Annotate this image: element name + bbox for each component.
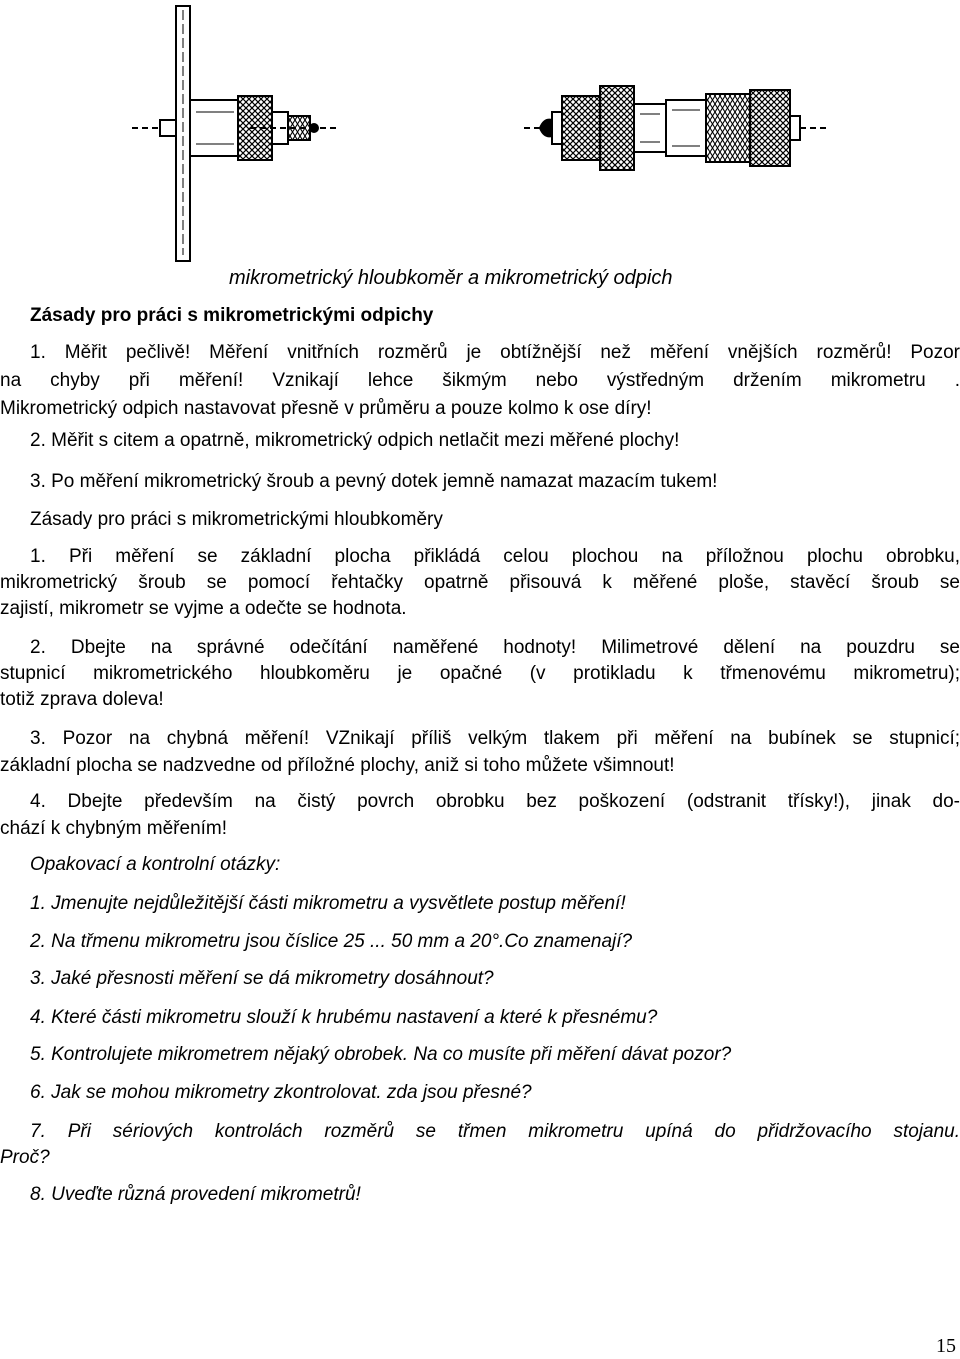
question-7-line2: Proč?: [0, 1147, 50, 1168]
micrometer-figure: [0, 0, 960, 265]
heading-hloubkomery: Zásady pro práci s mikrometrickými hloubkoměry: [30, 509, 443, 530]
question-8: 8. Uveďte různá provedení mikrometrů!: [30, 1184, 361, 1205]
question-5: 5. Kontrolujete mikrometrem nějaký obrobek. Na co musíte při měření dávat pozor?: [30, 1044, 732, 1065]
paragraph-hloub-1-line2: mikrometrický šroub se pomocí řehtačky opatrně přisouvá k měřené ploše, stavěcí šroub se: [0, 572, 960, 593]
paragraph-hloub-4-line1: 4. Dbejte především na čistý povrch obrobku bez poškození (odstranit třísky!), jinak do-: [30, 791, 960, 812]
paragraph-hloub-1-line1: 1. Při měření se základní plocha přikládá celou plochou na příložnou plochu obrobku,: [30, 546, 960, 567]
paragraph-odpich-1-line1: 1. Měřit pečlivě! Měření vnitřních rozměrů je obtížnější než měření vnějších rozměrů! Pozor: [30, 342, 960, 363]
depth-micrometer-drawing: [132, 6, 340, 261]
paragraph-hloub-2-line2: stupnicí mikrometrického hloubkoměru je opačné (v protikladu k třmenovému mikrometru);: [0, 663, 960, 684]
paragraph-hloub-3-line1: 3. Pozor na chybná měření! VZnikají příliš velkým tlakem při měření na bubínek se stupnicí;: [30, 728, 960, 749]
paragraph-odpich-3: 3. Po měření mikrometrický šroub a pevný dotek jemně namazat mazacím tukem!: [30, 471, 718, 492]
question-1: 1. Jmenujte nejdůležitější části mikrometru a vysvětlete postup měření!: [30, 893, 626, 914]
paragraph-odpich-1-line2: na chyby při měření! Vznikají lehce šikmým nebo výstředným držením mikrometru .: [0, 370, 960, 391]
question-3: 3. Jaké přesnosti měření se dá mikrometry dosáhnout?: [30, 968, 494, 989]
paragraph-hloub-1-line3: zajistí, mikrometr se vyjme a odečte se hodnota.: [0, 598, 407, 619]
page-number: 15: [936, 1335, 956, 1357]
question-4: 4. Které části mikrometru slouží k hrubému nastavení a které k přesnému?: [30, 1007, 658, 1028]
question-2: 2. Na třmenu mikrometru jsou číslice 25 ... 50 mm a 20°.Co znamenají?: [30, 931, 633, 952]
heading-odpichy: Zásady pro práci s mikrometrickými odpichy: [30, 305, 434, 326]
question-6: 6. Jak se mohou mikrometry zkontrolovat. zda jsou přesné?: [30, 1082, 532, 1103]
paragraph-hloub-2-line1: 2. Dbejte na správné odečítání naměřené hodnoty! Milimetrové dělení na pouzdru se: [30, 637, 960, 658]
paragraph-hloub-2-line3: totiž zprava doleva!: [0, 689, 164, 710]
questions-heading: Opakovací a kontrolní otázky:: [30, 854, 281, 875]
inside-micrometer-drawing: [524, 86, 830, 170]
paragraph-hloub-4-line2: chází k chybným měřením!: [0, 818, 228, 839]
paragraph-odpich-2: 2. Měřit s citem a opatrně, mikrometrický odpich netlačit mezi měřené plochy!: [30, 430, 680, 451]
figure-caption: mikrometrický hloubkoměr a mikrometrický odpich: [229, 267, 673, 289]
paragraph-odpich-1-line3: Mikrometrický odpich nastavovat přesně v průměru a pouze kolmo k ose díry!: [0, 398, 652, 419]
question-7-line1: 7. Při sériových kontrolách rozměrů se třmen mikrometru upíná do přidržovacího stojanu.: [30, 1121, 960, 1142]
paragraph-hloub-3-line2: základní plocha se nadzvedne od příložné plochy, aniž si toho můžete všimnout!: [0, 755, 675, 776]
